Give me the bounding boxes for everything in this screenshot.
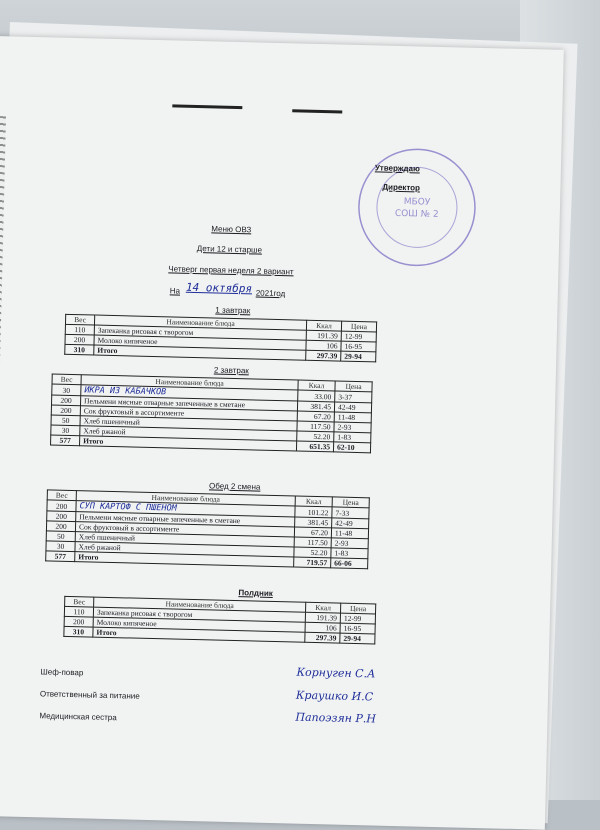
- section-heading: 2 завтрак: [213, 365, 249, 376]
- cell-price: 3-37: [335, 391, 372, 403]
- cell-price: 1-83: [331, 548, 368, 559]
- day-line: Четверг первая неделя 2 вариант: [168, 264, 294, 277]
- menu-title: Меню ОВЗ: [211, 224, 252, 235]
- svg-text:СОШ № 2: СОШ № 2: [394, 208, 439, 220]
- approve-label: Утверждаю: [374, 163, 420, 174]
- cell-price: 42-49: [334, 402, 371, 413]
- cell-kcal: 67.20: [294, 527, 331, 538]
- cell-weight: 310: [65, 344, 94, 355]
- cell-weight: 110: [65, 324, 94, 335]
- date-handwritten: 14 октября: [185, 280, 253, 296]
- cell-price: 12-99: [340, 613, 375, 624]
- cell-weight: 577: [46, 551, 75, 562]
- cell-dish: Хлеб ржаной: [80, 426, 297, 441]
- cell-kcal: 117.50: [294, 537, 331, 548]
- signature: Корнуген С.А: [296, 665, 376, 681]
- cell-weight: 200: [51, 405, 80, 416]
- cell-dish: Хлеб пшеничный: [80, 416, 297, 431]
- staff-role: Шеф-повар: [40, 667, 84, 678]
- cell-dish: Сок фруктовый в ассортименте: [75, 522, 294, 537]
- seal-stamp: [350, 141, 483, 274]
- cell-weight: 50: [51, 415, 80, 426]
- cell-dish: Итого: [93, 627, 305, 642]
- menu-table-lunch: [45, 489, 370, 569]
- cell-dish: Сок фруктовый в ассортименте: [80, 406, 297, 421]
- cell-price: 1-83: [334, 432, 371, 443]
- cell-dish: Молоко кипяченое: [93, 617, 305, 632]
- staff-role: Ответственный за питание: [39, 689, 140, 701]
- cell-weight: 30: [51, 425, 80, 436]
- cell-kcal: 106: [305, 622, 340, 633]
- cell-price: 12-99: [341, 331, 376, 342]
- date-prefix: На: [169, 286, 181, 296]
- cell-dish: Итого: [75, 552, 294, 567]
- menu-table-breakfast-1: [64, 314, 377, 363]
- cell-kcal: 297.39: [306, 350, 341, 361]
- column-header: Наименование блюда: [94, 597, 306, 612]
- cell-dish: Хлеб ржаной: [75, 542, 294, 557]
- cell-dish: Молоко кипяченое: [94, 335, 306, 350]
- cell-price: 66-06: [331, 558, 368, 569]
- cell-price: 16-95: [341, 341, 376, 352]
- signature: Папоэзян Р.Н: [295, 710, 377, 726]
- cell-weight: 30: [46, 541, 75, 552]
- column-header: Вес: [65, 314, 94, 325]
- signature: Краушко И.С: [295, 688, 374, 704]
- column-header: Вес: [65, 596, 94, 607]
- cell-price: 11-48: [331, 528, 368, 539]
- menu-table-breakfast-2: [50, 374, 373, 454]
- cell-price: 2-93: [334, 422, 371, 433]
- column-header: Цена: [341, 603, 376, 614]
- cell-weight: 50: [46, 531, 75, 542]
- handwritten-dish: ИКРА ИЗ КАБАЧКОВ: [84, 385, 167, 398]
- staff-role: Медицинская сестра: [39, 711, 117, 723]
- cell-kcal: 52.20: [294, 547, 331, 558]
- cell-kcal: 101.22: [295, 506, 332, 518]
- cell-dish: Хлеб пшеничный: [75, 532, 294, 547]
- cell-dish: Запеканка рисовая с творогом: [93, 607, 305, 622]
- column-header: Наименование блюда: [76, 491, 295, 506]
- cell-weight: 200: [46, 521, 75, 532]
- document-page: [0, 36, 564, 830]
- cell-weight: 110: [64, 606, 93, 617]
- scan-mark: [292, 109, 342, 113]
- cell-price: 29-94: [340, 633, 375, 644]
- column-header: Вес: [47, 490, 76, 501]
- column-header: Цена: [332, 497, 369, 508]
- column-header: Цена: [341, 321, 376, 332]
- cell-kcal: 106: [306, 340, 341, 351]
- cell-price: 7-33: [332, 507, 369, 519]
- cell-dish: Пельмени мясные отварные запеченные в сметане: [76, 512, 295, 527]
- cell-weight: 200: [52, 395, 81, 406]
- cell-weight: 577: [51, 435, 80, 446]
- cell-weight: 200: [64, 616, 93, 627]
- cell-kcal: 117.50: [297, 421, 334, 432]
- section-heading: 1 завтрак: [215, 305, 251, 316]
- cell-kcal: 297.39: [305, 632, 340, 643]
- cell-weight: 200: [47, 500, 76, 512]
- cell-price: 62-10: [333, 442, 370, 453]
- cell-kcal: 719.57: [294, 557, 331, 568]
- cell-weight: 200: [47, 511, 76, 522]
- cell-weight: 200: [65, 334, 94, 345]
- scan-mark: [172, 104, 242, 109]
- cell-dish: Итого: [80, 436, 297, 451]
- cell-weight: 310: [64, 626, 93, 637]
- cell-price: 11-48: [334, 412, 371, 423]
- section-heading: Обед 2 смена: [208, 481, 261, 492]
- cell-kcal: 191.39: [305, 612, 340, 623]
- age-group: Дети 12 и старше: [196, 244, 263, 255]
- column-header: Цена: [335, 381, 372, 392]
- svg-text:МБОУ: МБОУ: [403, 197, 431, 208]
- director-label: Директор: [382, 182, 421, 193]
- cell-dish: Пельмени мясные отварные запеченные в сметане: [80, 396, 297, 411]
- scan-edge-strip: [0, 116, 6, 816]
- column-header: Наименование блюда: [81, 375, 298, 390]
- cell-kcal: 191.39: [306, 330, 341, 341]
- section-heading: Полдник: [238, 588, 273, 598]
- cell-dish: Запеканка рисовая с творогом: [94, 325, 306, 340]
- column-header: Наименование блюда: [94, 315, 306, 330]
- menu-table-snack: [63, 596, 376, 645]
- cell-kcal: 52.20: [297, 431, 334, 442]
- cell-kcal: 651.35: [296, 441, 333, 452]
- cell-price: 29-94: [341, 351, 376, 362]
- cell-weight: 30: [52, 384, 81, 396]
- cell-price: 2-93: [331, 538, 368, 549]
- column-header: Вес: [52, 374, 81, 385]
- column-header: Ккал: [295, 496, 332, 507]
- cell-price: 42-49: [332, 518, 369, 529]
- column-header: Ккал: [306, 320, 341, 331]
- column-header: Ккал: [298, 380, 335, 391]
- cell-kcal: 381.45: [295, 517, 332, 528]
- cell-kcal: 33.00: [298, 390, 335, 402]
- handwritten-dish: СУП КАРТОФ С ПШЕНОМ: [79, 501, 177, 514]
- column-header: Ккал: [306, 602, 341, 613]
- cell-kcal: 381.45: [297, 401, 334, 412]
- cell-kcal: 67.20: [297, 411, 334, 422]
- date-suffix: 2021год: [255, 288, 286, 299]
- cell-price: 16-95: [340, 623, 375, 634]
- cell-dish: Итого: [94, 345, 306, 360]
